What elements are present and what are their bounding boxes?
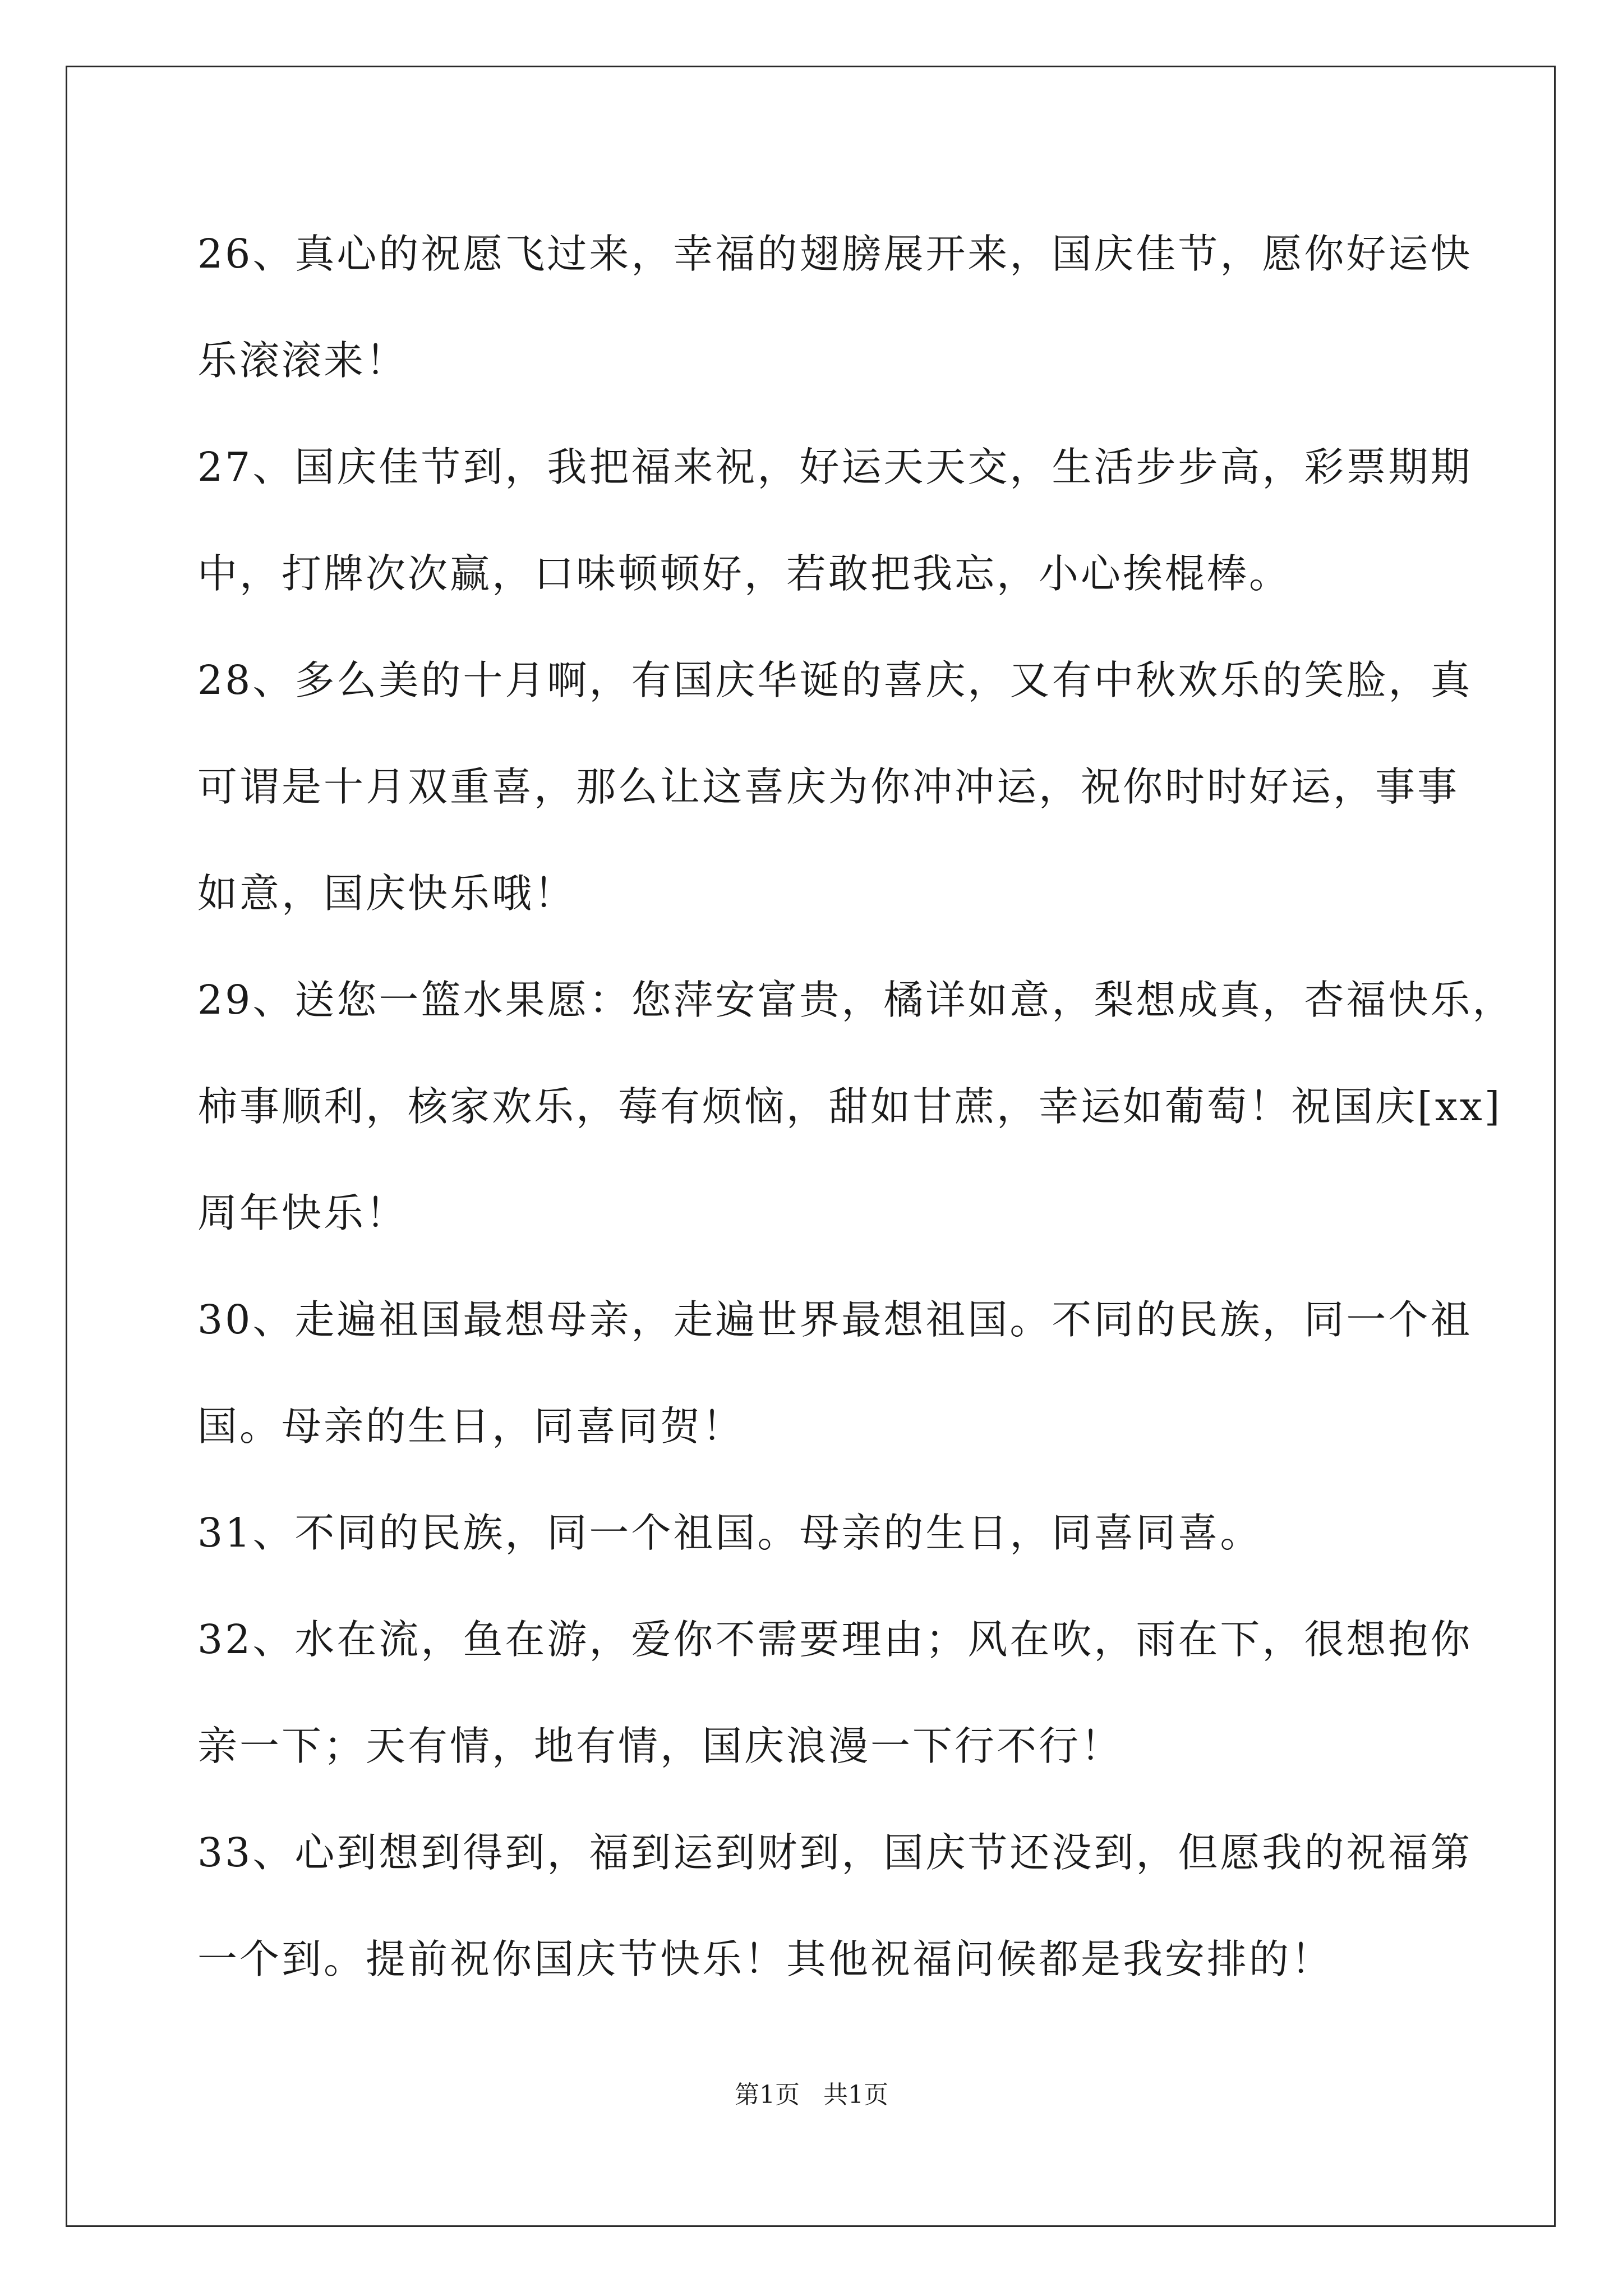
text-line: 31、不同的民族，同一个祖国。母亲的生日，同喜同喜。: [197, 1510, 1262, 1556]
text-line: 28、多么美的十月啊，有国庆华诞的喜庆，又有中秋欢乐的笑脸，真: [197, 657, 1473, 703]
text-line: 27、国庆佳节到，我把福来祝，好运天天交，生活步步高，彩票期期: [197, 444, 1473, 490]
text-line: 可谓是十月双重喜，那么让这喜庆为你冲冲运，祝你时时好运，事事: [197, 763, 1460, 810]
text-line: 中，打牌次次赢，口味顿顿好，若敢把我忘，小心挨棍棒。: [197, 550, 1292, 597]
text-line: 乐滚滚来！: [197, 337, 408, 384]
document-body: [197, 201, 1515, 2013]
text-line: 周年快乐！: [197, 1190, 408, 1236]
text-line: 柿事顺利，核家欢乐，莓有烦恼，甜如甘蔗，幸运如葡萄！祝国庆[xx]: [197, 1083, 1502, 1130]
text-line: 29、送您一篮水果愿：您萍安富贵，橘详如意，梨想成真，杏福快乐，: [197, 977, 1515, 1023]
text-line: 国。母亲的生日，同喜同贺！: [197, 1403, 745, 1450]
text-line: 30、走遍祖国最想母亲，走遍世界最想祖国。不同的民族，同一个祖: [197, 1296, 1473, 1343]
text-line: 33、心到想到得到，福到运到财到，国庆节还没到，但愿我的祝福第: [197, 1829, 1473, 1876]
text-line: 32、水在流，鱼在游，爱你不需要理由；风在吹，雨在下，很想抱你: [197, 1616, 1473, 1663]
text-line: 如意，国庆快乐哦！: [197, 870, 577, 917]
text-line: 亲一下；天有情，地有情，国庆浪漫一下行不行！: [197, 1723, 1123, 1769]
page-footer: 第1页 共1页: [735, 2081, 888, 2109]
text-line: 26、真心的祝愿飞过来，幸福的翅膀展开来，国庆佳节，愿你好运快: [197, 231, 1473, 277]
text-line: 一个到。提前祝你国庆节快乐！其他祝福问候都是我安排的！: [197, 1936, 1334, 1982]
